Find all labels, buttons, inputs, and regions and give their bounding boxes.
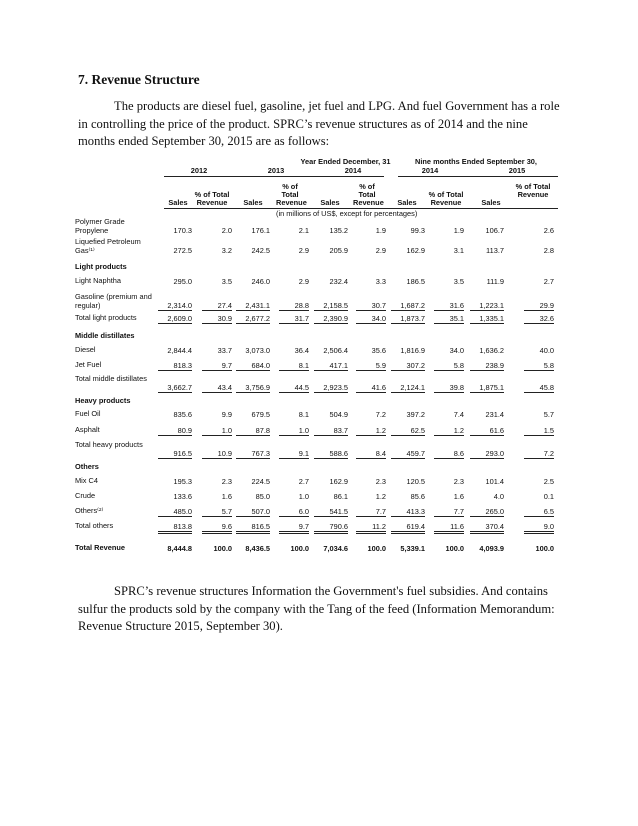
table-cell: 307.2 [391,361,425,371]
table-cell: 1.9 [375,226,386,235]
table-cell: 100.0 [367,544,386,553]
table-cell: 2,390.9 [314,314,348,324]
table-cell: 1.9 [453,226,464,235]
table-cell: 195.3 [173,477,192,486]
table-cell: 99.3 [410,226,425,235]
table-cell: 4,093.9 [479,544,504,553]
table-cell: 100.0 [445,544,464,553]
table-cell: 1,816.9 [400,346,425,355]
table-cell: 790.6 [314,522,348,534]
table-cell: 7,034.6 [323,544,348,553]
table-cell: 5.9 [356,361,386,371]
table-cell: 41.6 [356,383,386,393]
table-cell: 33.7 [217,346,232,355]
table-cell: 43.4 [202,383,232,393]
table-cell: 30.7 [356,301,386,311]
table-cell: 2.3 [375,477,386,486]
table-cell: 5.7 [543,410,554,419]
table-cell: 101.4 [485,477,504,486]
table-cell: 2,844.4 [167,346,192,355]
row-label: Total heavy products [75,440,143,449]
table-cell: 35.1 [434,314,464,324]
table-cell: 3,662.7 [158,383,192,393]
row-label: Light products [75,262,127,271]
table-cell: 242.5 [251,246,270,255]
table-cell: 9.7 [279,522,309,534]
table-cell: 1,687.2 [391,301,425,311]
table-cell: 40.0 [539,346,554,355]
table-cell: 1,335.1 [470,314,504,324]
row-label: Fuel Oil [75,409,101,418]
closing-text: SPRC’s revenue structures Information the Government's fuel subsidies. And contains sulfur the products sold by the company with the Tang of the feed (Information Memorandum: Revenue Structure 2015, September 30). [78,584,555,633]
table-cell: 11.6 [434,522,464,534]
table-cell: 684.0 [236,361,270,371]
table-cell: 135.2 [329,226,348,235]
table-cell: 224.5 [251,477,270,486]
row-label: Heavy products [75,396,131,405]
row-label: Total others [75,521,114,530]
row-label: Polymer Grade Propylene [75,217,125,235]
row-label: Crude [75,491,96,500]
table-cell: 3,756.9 [236,383,270,393]
row-label: Middle distillates [75,331,135,340]
header-rule-nine [398,176,558,177]
table-cell: 186.5 [406,277,425,286]
col-sales-2015: Sales [481,198,501,207]
table-cell: 27.4 [202,301,232,311]
col-pct-2014: % of Total Revenue [353,182,384,207]
table-cell: 246.0 [251,277,270,286]
row-label: Total Revenue [75,543,125,552]
table-cell: 100.0 [535,544,554,553]
table-cell: 3.1 [453,246,464,255]
table-cell: 11.2 [356,522,386,534]
table-cell: 1.5 [524,426,554,436]
table-cell: 83.7 [314,426,348,436]
table-cell: 120.5 [406,477,425,486]
table-cell: 45.8 [524,383,554,393]
table-cell: 36.4 [294,346,309,355]
table-cell: 9.9 [221,410,232,419]
table-cell: 1.2 [434,426,464,436]
table-cell: 3.3 [375,277,386,286]
table-cell: 35.6 [371,346,386,355]
intro-text: The products are diesel fuel, gasoline, jet fuel and LPG. And fuel Government has a role in controlling the price of the product. SPRC’s revenue structures as of 2014 and the nine months ended September 30, 2015 are as follows: [78,99,560,148]
table-cell: 6.0 [279,507,309,517]
table-cell: 111.9 [486,277,504,286]
table-cell: 34.0 [449,346,464,355]
table-cell: 507.0 [236,507,270,517]
row-label: Total middle distillates [75,374,147,383]
table-cell: 5,339.1 [400,544,425,553]
table-cell: 4.0 [493,492,504,501]
table-cell: 106.7 [485,226,504,235]
table-cell: 39.8 [434,383,464,393]
table-cell: 31.6 [434,301,464,311]
table-cell: 205.9 [329,246,348,255]
table-cell: 1.0 [202,426,232,436]
col-sales-2012: Sales [168,198,188,207]
table-cell: 87.8 [236,426,270,436]
year-2014-nine: 2014 [421,166,439,175]
table-cell: 2,314.0 [158,301,192,311]
table-cell: 85.6 [410,492,425,501]
table-cell: 9.1 [279,449,309,459]
table-cell: 62.5 [391,426,425,436]
table-cell: 0.1 [543,492,554,501]
table-cell: 7.7 [356,507,386,517]
closing-paragraph [78,583,564,636]
table-cell: 2,677.2 [236,314,270,324]
table-cell: 417.1 [314,361,348,371]
table-cell: 1.2 [356,426,386,436]
table-cell: 2.3 [221,477,232,486]
table-cell: 2.8 [543,246,554,255]
table-cell: 2.1 [298,226,309,235]
row-label: Liquefied Petroleum Gas⁽¹⁾ [75,237,141,255]
col-pct-2012: % of Total Revenue [194,190,230,207]
table-cell: 1,873.7 [391,314,425,324]
row-label: Others [75,462,99,471]
table-cell: 813.8 [158,522,192,534]
table-cell: 1,875.1 [470,383,504,393]
table-cell: 61.6 [470,426,504,436]
header-nine-months: Nine months Ended September 30, [415,157,537,166]
table-cell: 44.5 [279,383,309,393]
table-cell: 679.5 [251,410,270,419]
table-cell: 30.9 [202,314,232,324]
table-cell: 1,636.2 [479,346,504,355]
table-cell: 2.9 [298,277,309,286]
table-cell: 818.3 [158,361,192,371]
table-cell: 835.6 [173,410,192,419]
table-cell: 1,223.1 [470,301,504,311]
col-pct-2013: % of Total Revenue [276,182,307,207]
table-cell: 238.9 [470,361,504,371]
col-sales-2013: Sales [243,198,263,207]
table-cell: 113.7 [486,246,504,255]
table-cell: 2.7 [298,477,309,486]
row-label: Asphalt [75,425,100,434]
intro-paragraph [78,98,564,151]
table-cell: 162.9 [406,246,425,255]
table-cell: 29.9 [524,301,554,311]
table-cell: 2.9 [375,246,386,255]
table-cell: 8.4 [356,449,386,459]
table-cell: 916.5 [158,449,192,459]
table-cell: 231.4 [485,410,504,419]
col-pct-2014-nine: % of Total Revenue [428,190,464,207]
row-label: Gasoline (premium and regular) [75,292,152,310]
table-cell: 80.9 [158,426,192,436]
table-cell: 7.2 [375,410,386,419]
table-cell: 1.0 [279,426,309,436]
table-cell: 619.4 [391,522,425,534]
row-label: Mix C4 [75,476,98,485]
table-cell: 9.7 [202,361,232,371]
table-cell: 397.2 [406,410,425,419]
table-cell: 9.6 [202,522,232,534]
table-cell: 767.3 [236,449,270,459]
table-cell: 2.9 [298,246,309,255]
table-cell: 10.9 [202,449,232,459]
table-cell: 8,436.5 [245,544,270,553]
table-cell: 2,506.4 [323,346,348,355]
table-cell: 162.9 [329,477,348,486]
row-label: Diesel [75,345,96,354]
table-cell: 588.6 [314,449,348,459]
table-cell: 2.7 [543,277,554,286]
table-cell: 100.0 [290,544,309,553]
table-cell: 100.0 [213,544,232,553]
header-year-ended: Year Ended December, 31 [300,157,391,166]
table-cell: 413.3 [391,507,425,517]
table-cell: 6.5 [524,507,554,517]
table-cell: 7.2 [524,449,554,459]
year-2014: 2014 [344,166,362,175]
table-cell: 3.2 [221,246,232,255]
table-cell: 3.5 [453,277,464,286]
table-cell: 232.4 [329,277,348,286]
table-cell: 265.0 [470,507,504,517]
col-sales-2014: Sales [320,198,340,207]
table-cell: 1.0 [298,492,309,501]
table-cell: 133.6 [173,492,192,501]
table-cell: 3,073.0 [245,346,270,355]
table-cell: 1.2 [375,492,386,501]
table-cell: 2,124.1 [391,383,425,393]
table-cell: 3.5 [221,277,232,286]
table-cell: 8,444.8 [167,544,192,553]
table-cell: 2.0 [221,226,232,235]
year-2013: 2013 [267,166,285,175]
table-cell: 272.5 [173,246,192,255]
section-heading: 7. Revenue Structure [78,72,200,87]
table-cell: 170.3 [173,226,192,235]
table-cell: 293.0 [470,449,504,459]
table-cell: 5.8 [524,361,554,371]
revenue-table [75,157,558,560]
table-cell: 541.5 [314,507,348,517]
table-cell: 28.8 [279,301,309,311]
table-cell: 2,158.5 [314,301,348,311]
table-cell: 34.0 [356,314,386,324]
table-cell: 2.5 [543,477,554,486]
table-cell: 7.4 [453,410,464,419]
year-2012: 2012 [190,166,208,175]
table-cell: 485.0 [158,507,192,517]
table-cell: 459.7 [391,449,425,459]
row-label: Others⁽²⁾ [75,506,104,515]
table-cell: 176.1 [251,226,270,235]
table-cell: 9.0 [524,522,554,534]
table-cell: 1.6 [221,492,232,501]
year-2015: 2015 [508,166,526,175]
table-cell: 31.7 [279,314,309,324]
table-cell: 5.7 [202,507,232,517]
col-pct-2015: % of Total Revenue [515,182,551,199]
table-cell: 7.7 [434,507,464,517]
table-cell: 2,609.0 [158,314,192,324]
table-cell: 5.8 [434,361,464,371]
row-label: Light Naphtha [75,276,122,285]
row-label: Total light products [75,313,137,322]
table-cell: 2,431.1 [236,301,270,311]
table-cell: 85.0 [255,492,270,501]
table-cell: 2.6 [543,226,554,235]
table-cell: 295.0 [173,277,192,286]
table-cell: 370.4 [470,522,504,534]
table-cell: 8.1 [279,361,309,371]
table-cell: 2.3 [453,477,464,486]
table-cell: 86.1 [333,492,348,501]
table-cell: 8.6 [434,449,464,459]
table-cell: 8.1 [298,410,309,419]
table-cell: 1.6 [453,492,464,501]
table-cell: 32.6 [524,314,554,324]
table-cell: 2,923.5 [314,383,348,393]
col-sales-2014-nine: Sales [397,198,417,207]
header-rule-year [164,176,384,177]
row-label: Jet Fuel [75,360,102,369]
table-cell: 504.9 [329,410,348,419]
table-cell: 816.5 [236,522,270,534]
units-note: (in millions of US$, except for percentages) [276,209,418,218]
